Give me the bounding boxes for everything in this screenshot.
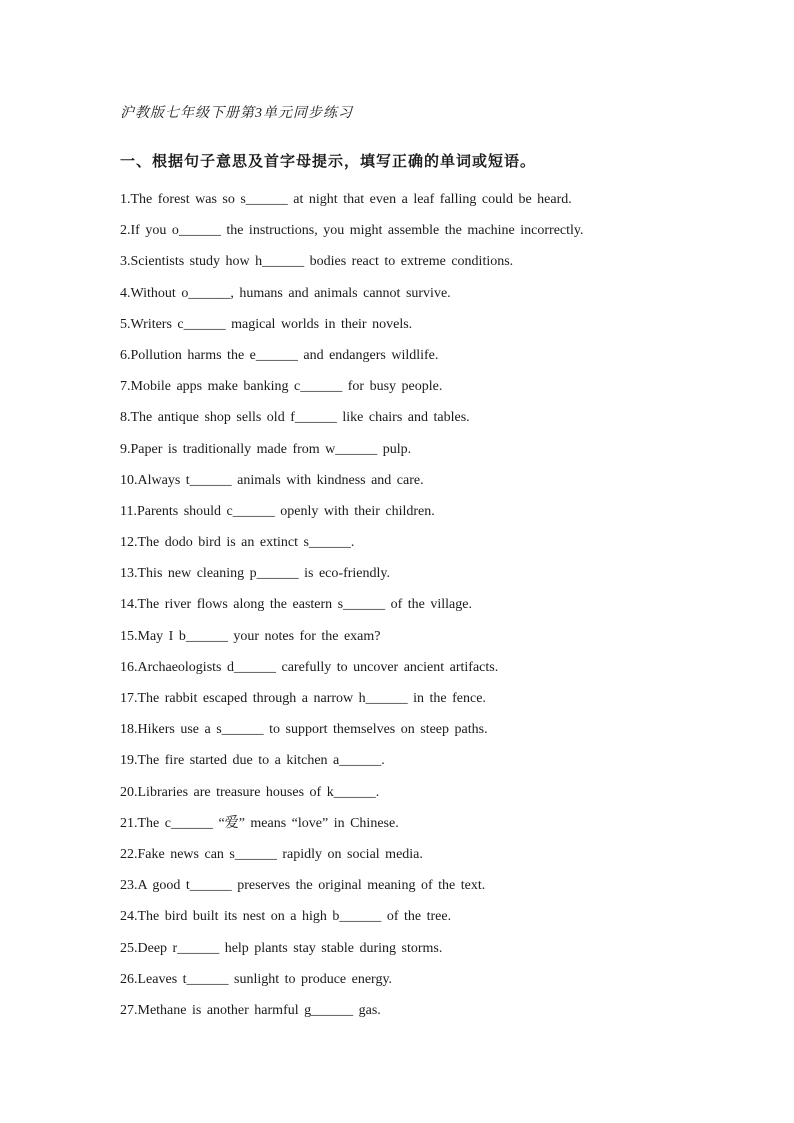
- question-item: 1.The forest was so s______ at night that even a leaf falling could be heard.: [120, 192, 572, 207]
- question-item: 22.Fake news can s______ rapidly on social media.: [120, 846, 423, 862]
- question-item: 23.A good t______ preserves the original meaning of the text.: [120, 878, 486, 894]
- question-item: 21.The c______ “爱” means “love” in Chinese.: [120, 815, 399, 831]
- question-item: 8.The antique shop sells old f______ like chairs and tables.: [120, 410, 470, 426]
- question-item: 19.The fire started due to a kitchen a______.: [120, 753, 385, 769]
- question-item: 4.Without o______, humans and animals cannot survive.: [120, 285, 451, 301]
- question-item: 7.Mobile apps make banking c______ for busy people.: [120, 379, 443, 395]
- question-item: 18.Hikers use a s______ to support themselves on steep paths.: [120, 722, 488, 738]
- question-item: 2.If you o______ the instructions, you might assemble the machine incorrectly.: [120, 223, 584, 239]
- question-item: 5.Writers c______ magical worlds in their novels.: [120, 316, 413, 332]
- question-item: 9.Paper is traditionally made from w______ pulp.: [120, 441, 412, 457]
- question-item: 16.Archaeologists d______ carefully to uncover ancient artifacts.: [120, 659, 499, 675]
- question-item: 25.Deep r______ help plants stay stable during storms.: [120, 940, 443, 956]
- question-item: 14.The river flows along the eastern s______ of the village.: [120, 597, 472, 613]
- question-item: 27.Methane is another harmful g______ gas.: [120, 1002, 381, 1018]
- question-item: 20.Libraries are treasure houses of k______.: [120, 784, 380, 800]
- question-item: 15.May I b______ your notes for the exam?: [120, 628, 381, 644]
- question-item: 6.Pollution harms the e______ and endangers wildlife.: [120, 347, 439, 363]
- question-item: 11.Parents should c______ openly with their children.: [120, 503, 435, 519]
- question-item: 3.Scientists study how h______ bodies react to extreme conditions.: [120, 254, 514, 270]
- question-item: 13.This new cleaning p______ is eco-friendly.: [120, 566, 390, 582]
- document-title: 沪教版七年级下册第3单元同步练习: [120, 106, 353, 121]
- question-item: 17.The rabbit escaped through a narrow h______ in the fence.: [120, 691, 486, 706]
- question-item: 26.Leaves t______ sunlight to produce energy.: [120, 971, 393, 987]
- question-list: [120, 190, 760, 1032]
- question-item: 12.The dodo bird is an extinct s______.: [120, 535, 355, 551]
- section-heading: 一、根据句子意思及首字母提示，填写正确的单词或短语。: [120, 154, 537, 170]
- question-item: 24.The bird built its nest on a high b______ of the tree.: [120, 909, 452, 925]
- question-item: 10.Always t______ animals with kindness and care.: [120, 472, 424, 488]
